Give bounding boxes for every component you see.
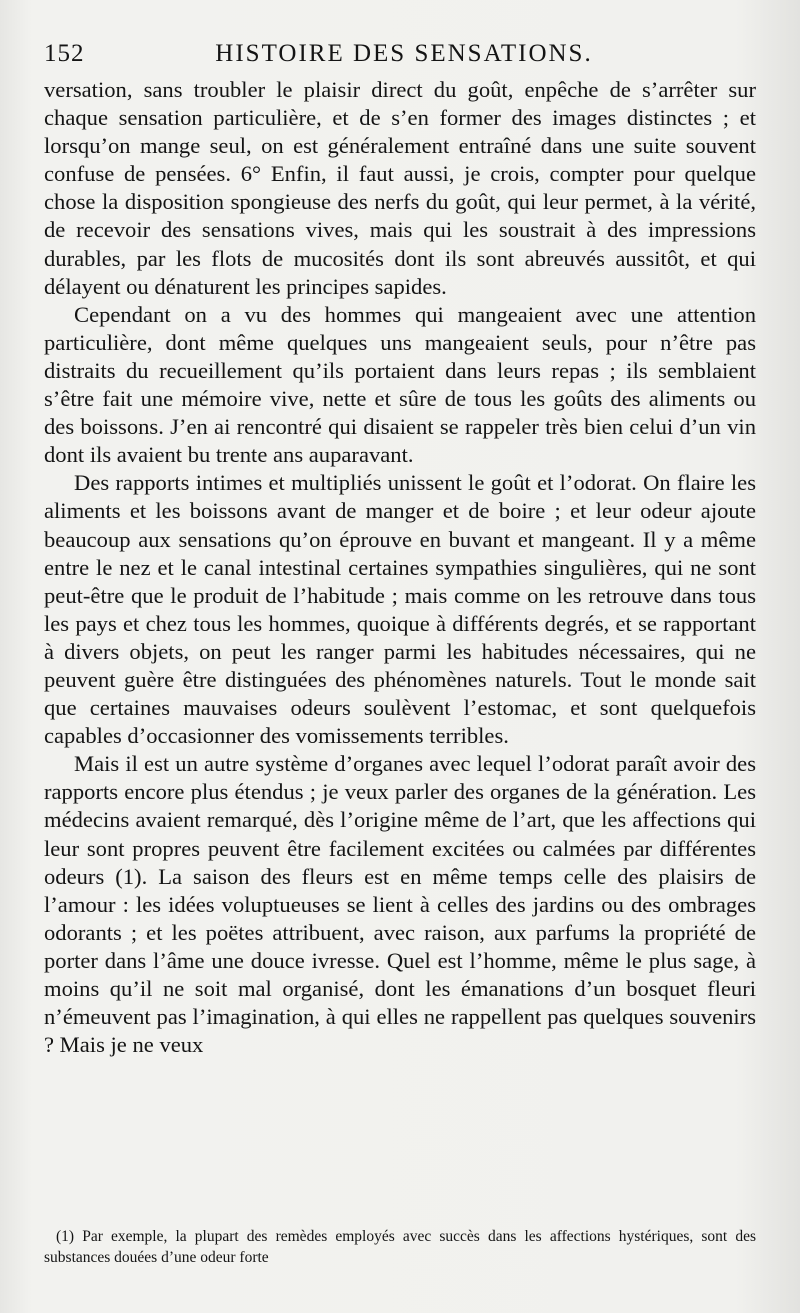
footnote: (1) Par exemple, la plupart des remèdes employés avec succès dans les affections hystériques, sont des substances douées d’une odeur forte [44,1228,756,1266]
page-number: 152 [44,40,85,67]
paragraph: Cependant on a vu des hommes qui mangeaient avec une attention particulière, dont même quelques uns mangeaient seuls, pour n’être pas distraits du recueillement qu’ils portaient dans leurs repas ; ils semblaient s’être fait une mémoire vive, nette et sûre de tous les goûts des aliments ou des boissons. J’en ai rencontré qui disaient se rappeler très bien celui d’un vin dont ils avaient bu trente ans auparavant. [44,301,756,468]
paragraph: Des rapports intimes et multipliés unissent le goût et l’odorat. On flaire les aliments et les boissons avant de manger et de boire ; et leur odeur ajoute beaucoup aux sensations qu’on éprouve en buvant et mangeant. Il y a même entre le nez et le canal intestinal certaines sympathies singulières, qui ne sont peut-être que le produit de l’habitude ; mais comme on les retrouve dans tous les pays et chez tous les hommes, quoique à différents degrés, et se rapportant à divers objets, on peut les ranger parmi les habitudes nécessaires, qui ne peuvent guère être distinguées des phénomènes naturels. Tout le monde sait que certaines mauvaises odeurs soulèvent l’estomac, et sont quelquefois capables d’occasionner des vomissements terribles. [44,470,756,749]
paragraph-continuation: versation, sans troubler le plaisir direct du goût, enpêche de s’arrêter sur chaque sensation particulière, et de s’en former des images distinctes ; et lorsqu’on mange seul, on est généralement entraîné dans une suite souvent confuse de pensées. 6° Enfin, il faut aussi, je crois, compter pour quelque chose la disposition spongieuse des nerfs du goût, qui leur permet, à la vérité, de recevoir des sensations vives, mais qui les soustrait à des impressions durables, par les flots de mucosités dont ils sont abreuvés aussitôt, et qui délayent ou dénaturent les principes sapides. [44,77,756,299]
body-text [44,76,756,1059]
page-header [44,38,764,74]
paragraph: Mais il est un autre système d’organes avec lequel l’odorat paraît avoir des rapports encore plus étendus ; je veux parler des organes de la génération. Les médecins avaient remarqué, dès l’origine même de l’art, que les affections qui leur sont propres peuvent être facilement excitées ou calmées par différentes odeurs (1). La saison des fleurs est en même temps celle des plaisirs de l’amour : les idées voluptueuses se lient à celles des jardins ou des ombrages odorants ; et les poëtes attribuent, avec raison, aux parfums la propriété de porter dans l’âme une douce ivresse. Quel est l’homme, même le plus sage, à moins qu’il ne soit mal organisé, dont les émanations d’un bosquet fleuri n’émeuvent pas l’imagination, à qui elles ne rappellent pas quelques souvenirs ? Mais je ne veux [44,751,756,1058]
running-title: HISTOIRE DES SENSATIONS. [215,40,593,67]
